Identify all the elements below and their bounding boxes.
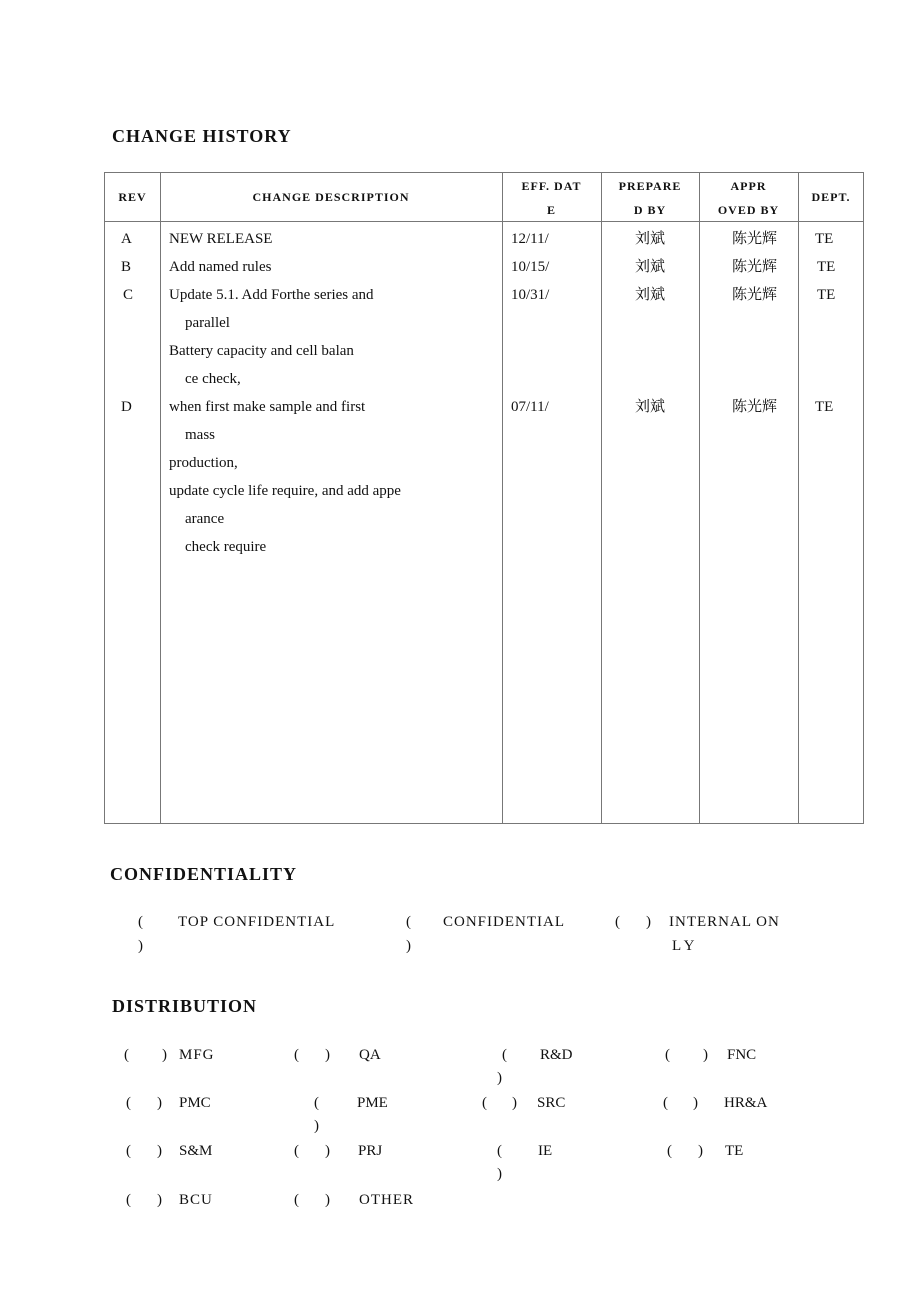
- checkbox-close-paren[interactable]: ): [314, 1118, 319, 1134]
- row-dept: TE: [815, 399, 834, 415]
- option-label: PRJ: [358, 1143, 383, 1159]
- checkbox-open-paren[interactable]: (: [482, 1095, 487, 1111]
- table-column-divider: [502, 173, 503, 823]
- checkbox-close-paren[interactable]: ): [138, 938, 143, 954]
- option-label: CONFIDENTIAL: [443, 914, 565, 930]
- option-label: OTHER: [359, 1192, 414, 1208]
- checkbox-open-paren[interactable]: (: [663, 1095, 668, 1111]
- option-label-continued: LY: [672, 938, 699, 954]
- row-date: 10/15/: [511, 259, 550, 275]
- checkbox-open-paren[interactable]: (: [294, 1192, 299, 1208]
- checkbox-close-paren[interactable]: ): [157, 1143, 162, 1159]
- row-approved-by: 陈光辉: [732, 231, 778, 247]
- distribution-title: DISTRIBUTION: [112, 996, 258, 1016]
- row-prepared-by: 刘斌: [635, 287, 666, 303]
- checkbox-open-paren[interactable]: (: [126, 1192, 131, 1208]
- checkbox-close-paren[interactable]: ): [157, 1192, 162, 1208]
- checkbox-open-paren[interactable]: (: [294, 1047, 299, 1063]
- row-prepared-by: 刘斌: [635, 259, 666, 275]
- option-label: MFG: [179, 1047, 215, 1063]
- option-label: FNC: [727, 1047, 757, 1063]
- table-column-divider: [601, 173, 602, 823]
- description-line: parallel: [185, 315, 230, 331]
- row-approved-by: 陈光辉: [732, 399, 778, 415]
- checkbox-open-paren[interactable]: (: [314, 1095, 319, 1111]
- row-dept: TE: [817, 259, 836, 275]
- header-prepared-by-line-2: D BY: [633, 203, 667, 217]
- header-approved-by-line-2: OVED BY: [717, 203, 780, 217]
- checkbox-open-paren[interactable]: (: [502, 1047, 507, 1063]
- row-description: [169, 253, 501, 281]
- checkbox-close-paren[interactable]: ): [693, 1095, 698, 1111]
- row-approved-by: 陈光辉: [732, 259, 778, 275]
- checkbox-close-paren[interactable]: ): [162, 1047, 167, 1063]
- header-eff-date-line-2: E: [546, 203, 556, 217]
- header-change-description: CHANGE DESCRIPTION: [252, 190, 410, 204]
- row-date: 10/31/: [511, 287, 550, 303]
- description-line: ce check,: [185, 371, 241, 387]
- row-rev: C: [123, 287, 134, 303]
- checkbox-close-paren[interactable]: ): [703, 1047, 708, 1063]
- checkbox-close-paren[interactable]: ): [512, 1095, 517, 1111]
- header-approved-by: [699, 174, 798, 222]
- description-line: Add named rules: [169, 259, 272, 275]
- option-label: S&M: [179, 1143, 213, 1159]
- description-line: mass: [185, 427, 215, 443]
- description-line: production,: [169, 455, 238, 471]
- header-rev: REV: [118, 190, 147, 204]
- row-rev: A: [121, 231, 132, 247]
- change-history-table: [104, 172, 864, 824]
- option-label: IE: [538, 1143, 553, 1159]
- header-eff-date: [502, 174, 601, 222]
- checkbox-open-paren[interactable]: (: [406, 914, 411, 930]
- description-line: arance: [185, 511, 225, 527]
- header-prepared-by-line-1: PREPARE: [618, 179, 682, 193]
- option-label: PMC: [179, 1095, 211, 1111]
- description-line: when first make sample and first: [169, 399, 366, 415]
- description-line: NEW RELEASE: [169, 231, 273, 247]
- description-line: update cycle life require, and add appe: [169, 483, 401, 499]
- checkbox-close-paren[interactable]: ): [325, 1192, 330, 1208]
- description-line: Update 5.1. Add Forthe series and: [169, 287, 374, 303]
- row-date: 07/11/: [511, 399, 549, 415]
- checkbox-close-paren[interactable]: ): [497, 1070, 502, 1086]
- checkbox-close-paren[interactable]: ): [497, 1166, 502, 1182]
- checkbox-open-paren[interactable]: (: [667, 1143, 672, 1159]
- checkbox-open-paren[interactable]: (: [294, 1143, 299, 1159]
- checkbox-close-paren[interactable]: ): [646, 914, 651, 930]
- table-column-divider: [699, 173, 700, 823]
- option-label: SRC: [537, 1095, 566, 1111]
- row-rev: D: [121, 399, 132, 415]
- row-rev: B: [121, 259, 132, 275]
- header-approved-by-line-1: APPR: [730, 179, 767, 193]
- checkbox-close-paren[interactable]: ): [325, 1047, 330, 1063]
- option-label: TOP CONFIDENTIAL: [178, 914, 336, 930]
- row-prepared-by: 刘斌: [635, 231, 666, 247]
- header-prepared-by: [601, 174, 699, 222]
- confidentiality-title: CONFIDENTIALITY: [110, 864, 298, 884]
- option-label: INTERNAL ON: [669, 914, 780, 930]
- checkbox-close-paren[interactable]: ): [325, 1143, 330, 1159]
- row-dept: TE: [817, 287, 836, 303]
- checkbox-close-paren[interactable]: ): [157, 1095, 162, 1111]
- option-label: HR&A: [724, 1095, 768, 1111]
- row-description: [169, 225, 501, 253]
- option-label: BCU: [179, 1192, 213, 1208]
- option-label: R&D: [540, 1047, 573, 1063]
- checkbox-close-paren[interactable]: ): [698, 1143, 703, 1159]
- row-description: [169, 281, 501, 393]
- table-column-divider: [798, 173, 799, 823]
- option-label: QA: [359, 1047, 381, 1063]
- checkbox-open-paren[interactable]: (: [138, 914, 143, 930]
- option-label: PME: [357, 1095, 388, 1111]
- row-prepared-by: 刘斌: [635, 399, 666, 415]
- row-dept: TE: [815, 231, 834, 247]
- description-line: check require: [185, 539, 267, 555]
- row-date: 12/11/: [511, 231, 549, 247]
- checkbox-open-paren[interactable]: (: [124, 1047, 129, 1063]
- description-line: Battery capacity and cell balan: [169, 343, 354, 359]
- row-description: [169, 393, 501, 561]
- header-eff-date-line-1: EFF. DAT: [521, 179, 582, 193]
- table-column-divider: [160, 173, 161, 823]
- checkbox-open-paren[interactable]: (: [497, 1143, 502, 1159]
- checkbox-open-paren[interactable]: (: [665, 1047, 670, 1063]
- checkbox-close-paren[interactable]: ): [406, 938, 411, 954]
- checkbox-open-paren[interactable]: (: [615, 914, 620, 930]
- change-history-title: CHANGE HISTORY: [112, 126, 292, 146]
- checkbox-open-paren[interactable]: (: [126, 1095, 131, 1111]
- checkbox-open-paren[interactable]: (: [126, 1143, 131, 1159]
- option-label: TE: [725, 1143, 744, 1159]
- row-approved-by: 陈光辉: [732, 287, 778, 303]
- header-dept: DEPT.: [811, 190, 851, 204]
